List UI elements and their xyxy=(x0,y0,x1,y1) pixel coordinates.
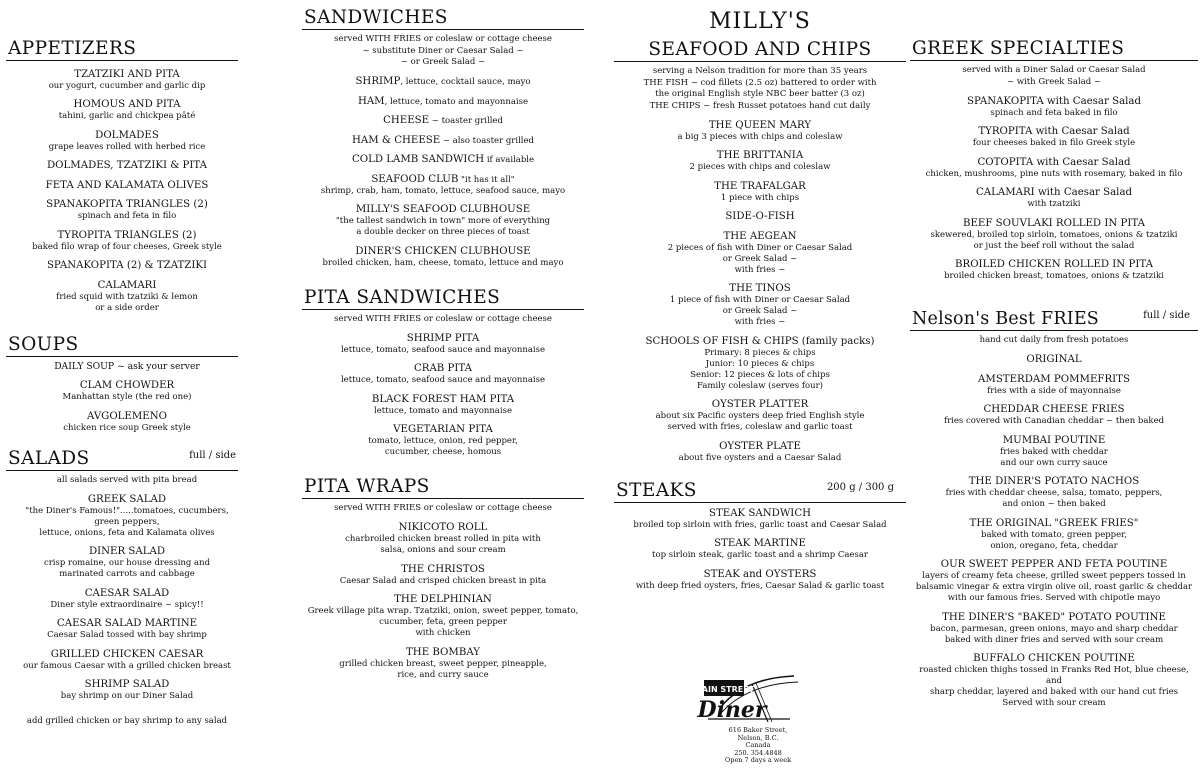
menu-item xyxy=(16,279,238,314)
item-name: BROILED CHICKEN ROLLED IN PITA xyxy=(955,259,1153,270)
item-desc: a big 3 pieces with chips and coleslaw xyxy=(677,131,843,142)
section-intro xyxy=(302,34,584,69)
menu-item xyxy=(302,563,584,587)
section-intro: served WITH FRIES or coleslaw or cottage cheese xyxy=(334,313,552,324)
fries-heading xyxy=(910,308,1198,331)
item-desc: Diner style extraordinaire ~ spicy!! xyxy=(50,599,204,610)
item-name: TYROPITA with Caesar Salad xyxy=(978,126,1130,137)
menu-item xyxy=(16,648,238,672)
column-3 xyxy=(614,0,906,592)
item-desc: with chicken xyxy=(415,628,471,638)
item-desc: chicken rice soup Greek style xyxy=(63,422,191,433)
item-desc: a double decker on three pieces of toast xyxy=(356,227,530,237)
item-desc: Served with sour cream xyxy=(1002,698,1106,708)
item-desc: rice, and curry sauce xyxy=(397,669,489,680)
item-name: THE TINOS xyxy=(729,283,791,294)
steaks-list xyxy=(614,507,906,592)
appetizers-heading: APPETIZERS xyxy=(6,38,238,61)
menu-item xyxy=(16,229,238,253)
svg-text:MAIN STREET: MAIN STREET xyxy=(693,685,755,694)
item-desc: marinated carrots and cabbage xyxy=(59,569,195,579)
menu-item xyxy=(16,198,238,222)
address-line: Canada xyxy=(745,741,771,750)
menu-item xyxy=(302,203,584,238)
item-desc: cucumber, cheese, homous xyxy=(384,447,502,457)
pita-wraps-list xyxy=(302,503,584,681)
item-name: THE QUEEN MARY xyxy=(708,119,812,131)
item-name: TZATZIKI AND PITA xyxy=(74,68,180,80)
item-name: CHEESE ~ toaster grilled xyxy=(383,115,503,126)
item-desc: grape leaves rolled with herbed rice xyxy=(48,141,206,152)
item-name: SIDE-O-FISH xyxy=(725,211,795,222)
intro-line: ~ with Greek Salad ~ xyxy=(1006,76,1102,87)
item-desc: four cheeses baked in filo Greek style xyxy=(972,138,1136,148)
item-name: SHRIMP SALAD xyxy=(84,679,170,690)
appetizers-list xyxy=(6,68,238,314)
item-desc: Senior: 12 pieces & lots of chips xyxy=(690,369,830,380)
section-title: SALADS xyxy=(8,447,90,469)
menu-item xyxy=(302,362,584,386)
menu-item xyxy=(614,537,906,561)
salads-list xyxy=(6,475,238,728)
menu-item xyxy=(910,95,1198,119)
menu-item xyxy=(910,558,1198,604)
menu-item xyxy=(614,398,906,433)
item-desc: layers of creamy feta cheese, grilled sweet peppers tossed in xyxy=(922,571,1186,581)
seafood-heading: SEAFOOD AND CHIPS xyxy=(614,39,906,62)
menu-item xyxy=(910,611,1198,646)
main-street-diner-logo xyxy=(682,672,812,722)
item-desc: with deep fried oysters, fries, Caesar Salad & garlic toast xyxy=(635,580,885,591)
item-name: STEAK and OYSTERS xyxy=(703,568,817,580)
item-desc: skewered, broiled top sirloin, tomatoes, onions & tzatziki xyxy=(930,229,1178,240)
soups-list xyxy=(6,361,238,434)
item-desc: tomato, lettuce, onion, red pepper, xyxy=(368,436,518,446)
menu-item xyxy=(614,210,906,223)
item-name: OYSTER PLATE xyxy=(719,440,801,452)
menu-item xyxy=(16,678,238,702)
item-name: CRAB PITA xyxy=(413,363,473,374)
item-name: THE ORIGINAL "GREEK FRIES" xyxy=(969,517,1139,529)
item-name: OYSTER PLATTER xyxy=(711,399,809,410)
menu-item xyxy=(910,403,1198,427)
menu-item xyxy=(302,75,584,88)
item-desc: with fries ~ xyxy=(734,264,786,275)
intro-line: THE FISH ~ cod fillets (2.5 oz) battered to order with xyxy=(643,77,877,88)
soups-heading: SOUPS xyxy=(6,334,238,357)
section-intro xyxy=(910,65,1198,88)
item-desc: charbroiled chicken breast rolled in pita with xyxy=(345,534,541,544)
item-desc: Greek village pita wrap. Tzatziki, onion, sweet pepper, tomato, xyxy=(307,606,579,616)
item-name: NIKICOTO ROLL xyxy=(398,522,488,533)
item-name: DOLMADES xyxy=(95,129,159,141)
menu-item xyxy=(16,179,238,192)
section-intro xyxy=(614,66,906,112)
menu-item xyxy=(614,440,906,464)
menu-item xyxy=(910,434,1198,469)
pita-sandwiches-heading: PITA SANDWICHES xyxy=(302,287,584,310)
item-name: DAILY SOUP ~ ask your server xyxy=(54,360,200,372)
item-desc: and onion ~ then baked xyxy=(1002,499,1106,509)
menu-item xyxy=(614,282,906,328)
menu-item xyxy=(910,217,1198,252)
menu-item xyxy=(302,153,584,166)
menu-item xyxy=(614,507,906,531)
item-name: STEAK MARTINE xyxy=(714,538,806,549)
item-desc: fries baked with cheddar xyxy=(1000,446,1108,457)
menu-item xyxy=(16,68,238,92)
menu-item xyxy=(302,593,584,639)
menu-item xyxy=(910,156,1198,180)
menu-item xyxy=(302,423,584,458)
item-desc: 1 piece with chips xyxy=(720,192,800,203)
steaks-heading xyxy=(614,480,906,503)
item-name: GRILLED CHICKEN CAESAR xyxy=(50,648,204,660)
item-desc: broiled top sirloin with fries, garlic toast and Caesar Salad xyxy=(633,519,887,530)
menu-item xyxy=(614,119,906,143)
item-name: AMSTERDAM POMMEFRITS xyxy=(978,373,1130,385)
item-name: SPANAKOPITA (2) & TZATZIKI xyxy=(46,260,208,271)
item-desc: about six Pacific oysters deep fried English style xyxy=(655,411,865,421)
menu-item xyxy=(302,646,584,681)
item-desc: top sirloin steak, garlic toast and a shrimp Caesar xyxy=(652,550,868,560)
menu-item xyxy=(910,258,1198,282)
item-desc: Caesar Salad tossed with bay shrimp xyxy=(47,630,207,640)
menu-item xyxy=(16,159,238,172)
section-title: Nelson's Best FRIES xyxy=(912,309,1099,329)
menu-item xyxy=(910,186,1198,210)
restaurant-title: MILLY'S xyxy=(709,9,811,34)
intro-line: served with a Diner Salad or Caesar Salad xyxy=(962,65,1146,75)
item-desc: chicken, mushrooms, pine nuts with rosemary, baked in filo xyxy=(925,168,1183,179)
item-desc: or Greek Salad ~ xyxy=(722,253,798,264)
item-name: DOLMADES, TZATZIKI & PITA xyxy=(47,160,207,171)
item-desc: 2 pieces of fish with Diner or Caesar Salad xyxy=(667,242,853,253)
intro-line: serving a Nelson tradition for more than 35 years xyxy=(652,66,868,76)
menu-item xyxy=(910,475,1198,510)
item-name: THE DINER'S "BAKED" POTATO POUTINE xyxy=(942,611,1166,623)
salads-footer: add grilled chicken or bay shrimp to any salad xyxy=(26,716,228,726)
item-name: TYROPITA TRIANGLES (2) xyxy=(57,229,197,241)
menu-item xyxy=(302,521,584,556)
item-name: THE TRAFALGAR xyxy=(714,180,806,192)
item-desc: Caesar Salad and crisped chicken breast in pita xyxy=(339,575,547,586)
item-desc: "the Diner's Famous!".....tomatoes, cucumbers, green peppers, xyxy=(25,505,229,527)
item-desc: fries with cheddar cheese, salsa, tomato, peppers, xyxy=(945,488,1163,498)
menu-item xyxy=(614,568,906,592)
item-desc: 2 pieces with chips and coleslaw xyxy=(689,162,831,172)
item-desc: or just the beef roll without the salad xyxy=(973,240,1135,251)
item-name: THE DINER'S POTATO NACHOS xyxy=(968,476,1140,487)
item-desc: cucumber, feta, green pepper xyxy=(379,617,507,627)
section-title: STEAKS xyxy=(616,479,697,501)
salads-heading xyxy=(6,448,238,471)
pita-wraps-heading: PITA WRAPS xyxy=(302,476,584,499)
item-desc: shrimp, crab, ham, tomato, lettuce, seafood sauce, mayo xyxy=(320,185,566,196)
item-name: BEEF SOUVLAKI ROLLED IN PITA xyxy=(963,217,1145,229)
item-desc: with our famous fries. Served with chipotle mayo xyxy=(947,593,1161,603)
size-label: full / side xyxy=(189,449,236,461)
item-desc: broiled chicken breast, tomatoes, onions & tzatziki xyxy=(944,271,1164,281)
item-name: CAESAR SALAD xyxy=(84,587,170,599)
item-name: THE BRITTANIA xyxy=(716,150,804,161)
column-4 xyxy=(910,0,1198,709)
item-desc: 1 piece of fish with Diner or Caesar Salad xyxy=(669,295,851,305)
column-1 xyxy=(6,0,238,727)
menu-item xyxy=(910,373,1198,397)
item-name: HAM & CHEESE ~ also toaster grilled xyxy=(352,134,534,146)
menu-item xyxy=(16,587,238,611)
item-name: COLD LAMB SANDWICH if available xyxy=(351,154,535,165)
item-desc: lettuce, tomato and mayonnaise xyxy=(373,405,512,416)
menu-item xyxy=(302,393,584,417)
menu-item xyxy=(614,230,906,276)
item-name: OUR SWEET PEPPER AND FETA POUTINE xyxy=(940,559,1168,570)
item-name: HOMOUS AND PITA xyxy=(73,99,181,110)
item-name: FETA AND KALAMATA OLIVES xyxy=(45,179,209,191)
menu-item xyxy=(16,379,238,403)
section-intro: all salads served with pita bread xyxy=(56,474,198,485)
item-name: THE AEGEAN xyxy=(723,230,797,242)
menu-item xyxy=(302,114,584,127)
item-desc: with tzatziki xyxy=(1027,199,1081,209)
item-desc: our famous Caesar with a grilled chicken breast xyxy=(23,660,231,671)
item-desc: salsa, onions and sour cream xyxy=(380,545,506,555)
item-name: MUMBAI POUTINE xyxy=(1002,434,1106,446)
restaurant-address xyxy=(722,727,794,765)
item-desc: lettuce, onions, feta and Kalamata olives xyxy=(39,527,215,538)
item-name: CALAMARI xyxy=(97,279,157,291)
item-name: CHEDDAR CHEESE FRIES xyxy=(983,404,1125,415)
item-name: DINER SALAD xyxy=(88,546,166,557)
item-desc: roasted chicken thighs tossed in Franks Red Hot, blue cheese, and xyxy=(919,665,1189,686)
item-desc: crisp romaine, our house dressing and xyxy=(43,558,211,568)
item-desc: sharp cheddar, layered and baked with our hand cut fries xyxy=(929,687,1178,697)
item-desc: or Greek Salad ~ xyxy=(722,306,798,316)
item-desc: Family coleslaw (serves four) xyxy=(697,380,823,391)
item-desc: served with fries, coleslaw and garlic toast xyxy=(667,422,853,432)
intro-line: served WITH FRIES or coleslaw or cottage cheese xyxy=(334,34,552,44)
greek-list xyxy=(910,65,1198,282)
menu-item xyxy=(302,95,584,108)
item-desc: spinach and feta in filo xyxy=(77,211,177,221)
menu-item xyxy=(16,617,238,641)
intro-line: ~ substitute Diner or Caesar Salad ~ xyxy=(362,45,524,56)
column-2 xyxy=(302,0,584,681)
size-label: full / side xyxy=(1143,310,1190,321)
pita-sandwiches-list xyxy=(302,314,584,459)
item-desc: our yogurt, cucumber and garlic dip xyxy=(48,80,206,91)
item-name: BLACK FOREST HAM PITA xyxy=(371,393,515,405)
item-name: SEAFOOD CLUB "it has it all" xyxy=(371,173,515,185)
item-name: CLAM CHOWDER xyxy=(79,380,175,391)
item-desc: Primary: 8 pieces & chips xyxy=(704,347,816,358)
item-desc: fries covered with Canadian cheddar ~ then baked xyxy=(943,416,1165,426)
item-name: SHRIMP PITA xyxy=(406,332,480,344)
menu-item xyxy=(302,332,584,356)
item-name: GREEK SALAD xyxy=(87,493,167,505)
address-line: 616 Baker Street, xyxy=(728,726,788,734)
svg-text:Diner: Diner xyxy=(697,697,767,722)
item-name: AVGOLEMENO xyxy=(86,410,168,422)
item-name: THE DELPHINIAN xyxy=(394,594,492,605)
item-desc: Manhattan style (the red one) xyxy=(62,392,192,402)
item-name: VEGETARIAN PITA xyxy=(393,424,493,435)
item-name: CAESAR SALAD MARTINE xyxy=(56,618,198,629)
fries-list xyxy=(910,335,1198,709)
menu-item xyxy=(910,517,1198,552)
menu-item xyxy=(910,125,1198,149)
menu-item xyxy=(16,129,238,153)
menu-item xyxy=(614,149,906,173)
item-desc: fries with a side of mayonnaise xyxy=(987,385,1121,396)
item-desc: baked filo wrap of four cheeses, Greek style xyxy=(32,241,222,252)
menu-item xyxy=(16,545,238,580)
item-name: THE CHRISTOS xyxy=(401,563,485,575)
item-name: BUFFALO CHICKEN POUTINE xyxy=(973,653,1135,664)
section-intro: served WITH FRIES or coleslaw or cottage cheese xyxy=(334,503,552,513)
item-desc: bacon, parmesan, green onions, mayo and sharp cheddar xyxy=(930,623,1178,634)
menu-item xyxy=(910,353,1198,366)
item-desc: with fries ~ xyxy=(734,317,786,327)
item-name: MILLY'S SEAFOOD CLUBHOUSE xyxy=(355,204,531,215)
menu-item xyxy=(16,361,238,373)
item-desc: grilled chicken breast, sweet pepper, pineapple, xyxy=(339,658,547,669)
menu-item xyxy=(16,98,238,122)
intro-line: ~ or Greek Salad ~ xyxy=(400,57,486,67)
intro-line: the original English style NBC beer batter (3 oz) xyxy=(655,89,865,99)
item-desc: baked with tomato, green pepper, xyxy=(981,529,1127,540)
sandwiches-list xyxy=(302,34,584,269)
item-desc: spinach and feta baked in filo xyxy=(990,107,1118,118)
menu-item xyxy=(910,652,1198,709)
item-desc: about five oysters and a Caesar Salad xyxy=(678,452,842,463)
item-desc: lettuce, tomato, seafood sauce and mayonnaise xyxy=(340,344,546,355)
item-name: SCHOOLS OF FISH & CHIPS (family packs) xyxy=(645,335,875,347)
item-desc: Junior: 10 pieces & chips xyxy=(705,358,815,369)
item-name: SPANAKOPITA with Caesar Salad xyxy=(966,95,1141,107)
intro-line: THE CHIPS ~ fresh Russet potatoes hand cut daily xyxy=(649,100,871,111)
section-intro: hand cut daily from fresh potatoes xyxy=(979,335,1129,345)
menu-item xyxy=(614,180,906,204)
item-desc: bay shrimp on our Diner Salad xyxy=(60,691,194,701)
menu-item xyxy=(302,173,584,197)
menu-item xyxy=(16,259,238,272)
item-name: HAM, lettuce, tomato and mayonnaise xyxy=(357,95,529,107)
menu-item xyxy=(302,245,584,269)
menu-item xyxy=(302,134,584,147)
greek-heading: GREEK SPECIALTIES xyxy=(910,38,1198,61)
item-name: THE BOMBAY xyxy=(406,646,480,658)
item-name: DINER'S CHICKEN CLUBHOUSE xyxy=(355,245,531,257)
size-label: 200 g / 300 g xyxy=(826,481,894,493)
item-desc: onion, oregano, feta, cheddar xyxy=(990,540,1118,551)
phone-number: 250. 354.4848 xyxy=(734,748,782,757)
item-name: SHRIMP, lettuce, cocktail sauce, mayo xyxy=(355,76,531,87)
item-name: CALAMARI with Caesar Salad xyxy=(975,187,1133,198)
item-name: STEAK SANDWICH xyxy=(708,507,811,519)
menu-item xyxy=(16,410,238,434)
item-desc: and our own curry sauce xyxy=(1000,457,1108,468)
menu-item xyxy=(614,335,906,392)
address-line: Nelson, B.C. xyxy=(737,733,779,742)
item-desc: baked with diner fries and served with sour cream xyxy=(944,634,1164,645)
menu-item xyxy=(16,493,238,539)
item-desc: tahini, garlic and chickpea pâté xyxy=(58,111,196,121)
sandwiches-heading: SANDWICHES xyxy=(302,7,584,30)
item-desc: balsamic vinegar & extra virgin olive oil, roast garlic & cheddar xyxy=(915,582,1193,592)
seafood-list xyxy=(614,66,906,464)
opening-hours: Open 7 days a week xyxy=(724,756,792,765)
item-desc: fried squid with tzatziki & lemon xyxy=(56,291,198,302)
item-name: SPANAKOPITA TRIANGLES (2) xyxy=(46,199,208,210)
item-desc: "the tallest sandwich in town" more of everything xyxy=(335,216,551,226)
item-name: COTOPITA with Caesar Salad xyxy=(977,156,1131,168)
item-name: ORIGINAL xyxy=(1026,354,1082,365)
item-desc: lettuce, tomato, seafood sauce and mayonnaise xyxy=(340,375,546,385)
item-desc: broiled chicken, ham, cheese, tomato, lettuce and mayo xyxy=(322,257,564,268)
item-desc: or a side order xyxy=(95,302,159,313)
